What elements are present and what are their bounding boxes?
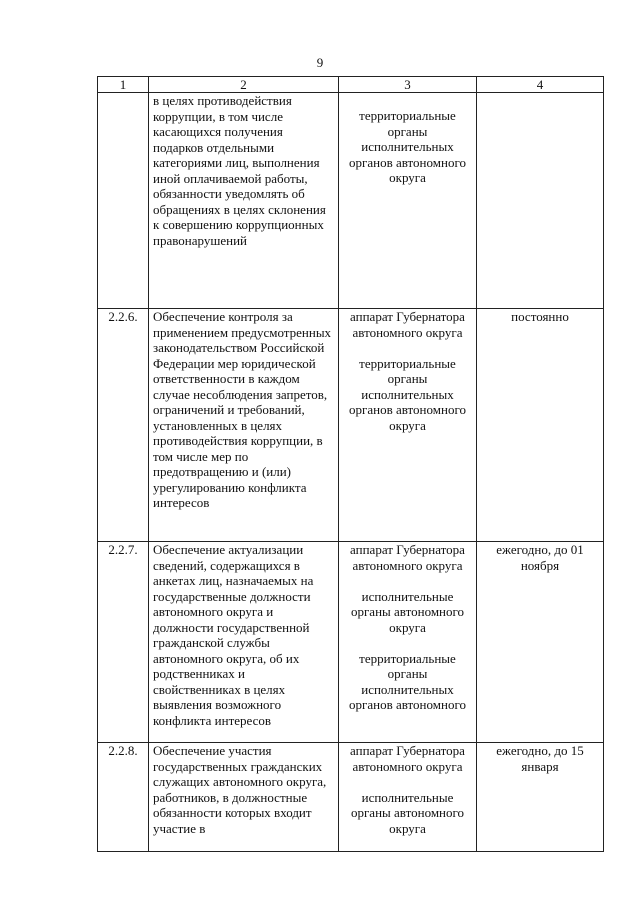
page-number: 9 [316, 55, 324, 70]
table-row [98, 93, 604, 309]
column-header-2: 2 [149, 77, 339, 93]
item-number: 2.2.6. [98, 309, 149, 542]
table-row [98, 542, 604, 743]
executor: территориальные органы исполнительных органов автономного округа [349, 108, 466, 185]
item-description: в целях противодействия коррупции, в том числе касающихся получения подарков отдельными категориями лиц, выполнения иной оплачиваемой работы, обязанности уведомлять об обращениях в целях склонения к совершению коррупционных правонарушений [149, 93, 339, 309]
executor: исполнительные органы автономного округа [350, 588, 465, 635]
item-description: Обеспечение участия государственных гражданских служащих автономного округа, работников, в должностные обязанности которых входит участие в [149, 743, 339, 852]
item-executors [339, 542, 477, 743]
measures-table [97, 76, 604, 852]
column-header-1: 1 [98, 77, 149, 93]
column-header-4: 4 [477, 77, 604, 93]
item-executors [339, 93, 477, 309]
item-executors [339, 743, 477, 852]
table-row [98, 743, 604, 852]
item-term [477, 93, 604, 309]
item-executors [339, 309, 477, 542]
item-number [98, 93, 149, 309]
item-term: ежегодно, до 01 ноября [477, 542, 604, 743]
executor: территориальные органы исполнительных органов автономного округа [349, 355, 466, 433]
executor: исполнительные органы автономного округа [350, 789, 465, 836]
table-header-row [98, 77, 604, 93]
item-term: ежегодно, до 15 января [477, 743, 604, 852]
column-header-3: 3 [339, 77, 477, 93]
executor: аппарат Губернатора автономного округа [350, 542, 465, 573]
item-description: Обеспечение контроля за применением предусмотренных законодательством Российской Федерации мер юридической ответственности в каждом случае несоблюдения запретов, ограничений и требований, установленных в целях противодействия коррупции, в том числе мер по предотвращению и (или) урегулированию конфликта интересов [149, 309, 339, 542]
table-row [98, 309, 604, 542]
executor: аппарат Губернатора автономного округа [350, 743, 465, 774]
item-number: 2.2.8. [98, 743, 149, 852]
item-number: 2.2.7. [98, 542, 149, 743]
item-description: Обеспечение актуализации сведений, содержащихся в анкетах лиц, назначаемых на государственные должности автономного округа и должности государственной гражданской службы автономного округа, об их родственниках и свойственниках в целях выявления возможного конфликта интересов [149, 542, 339, 743]
executor: территориальные органы исполнительных органов автономного [349, 650, 466, 712]
executor: аппарат Губернатора автономного округа [350, 309, 465, 340]
item-term: постоянно [477, 309, 604, 542]
